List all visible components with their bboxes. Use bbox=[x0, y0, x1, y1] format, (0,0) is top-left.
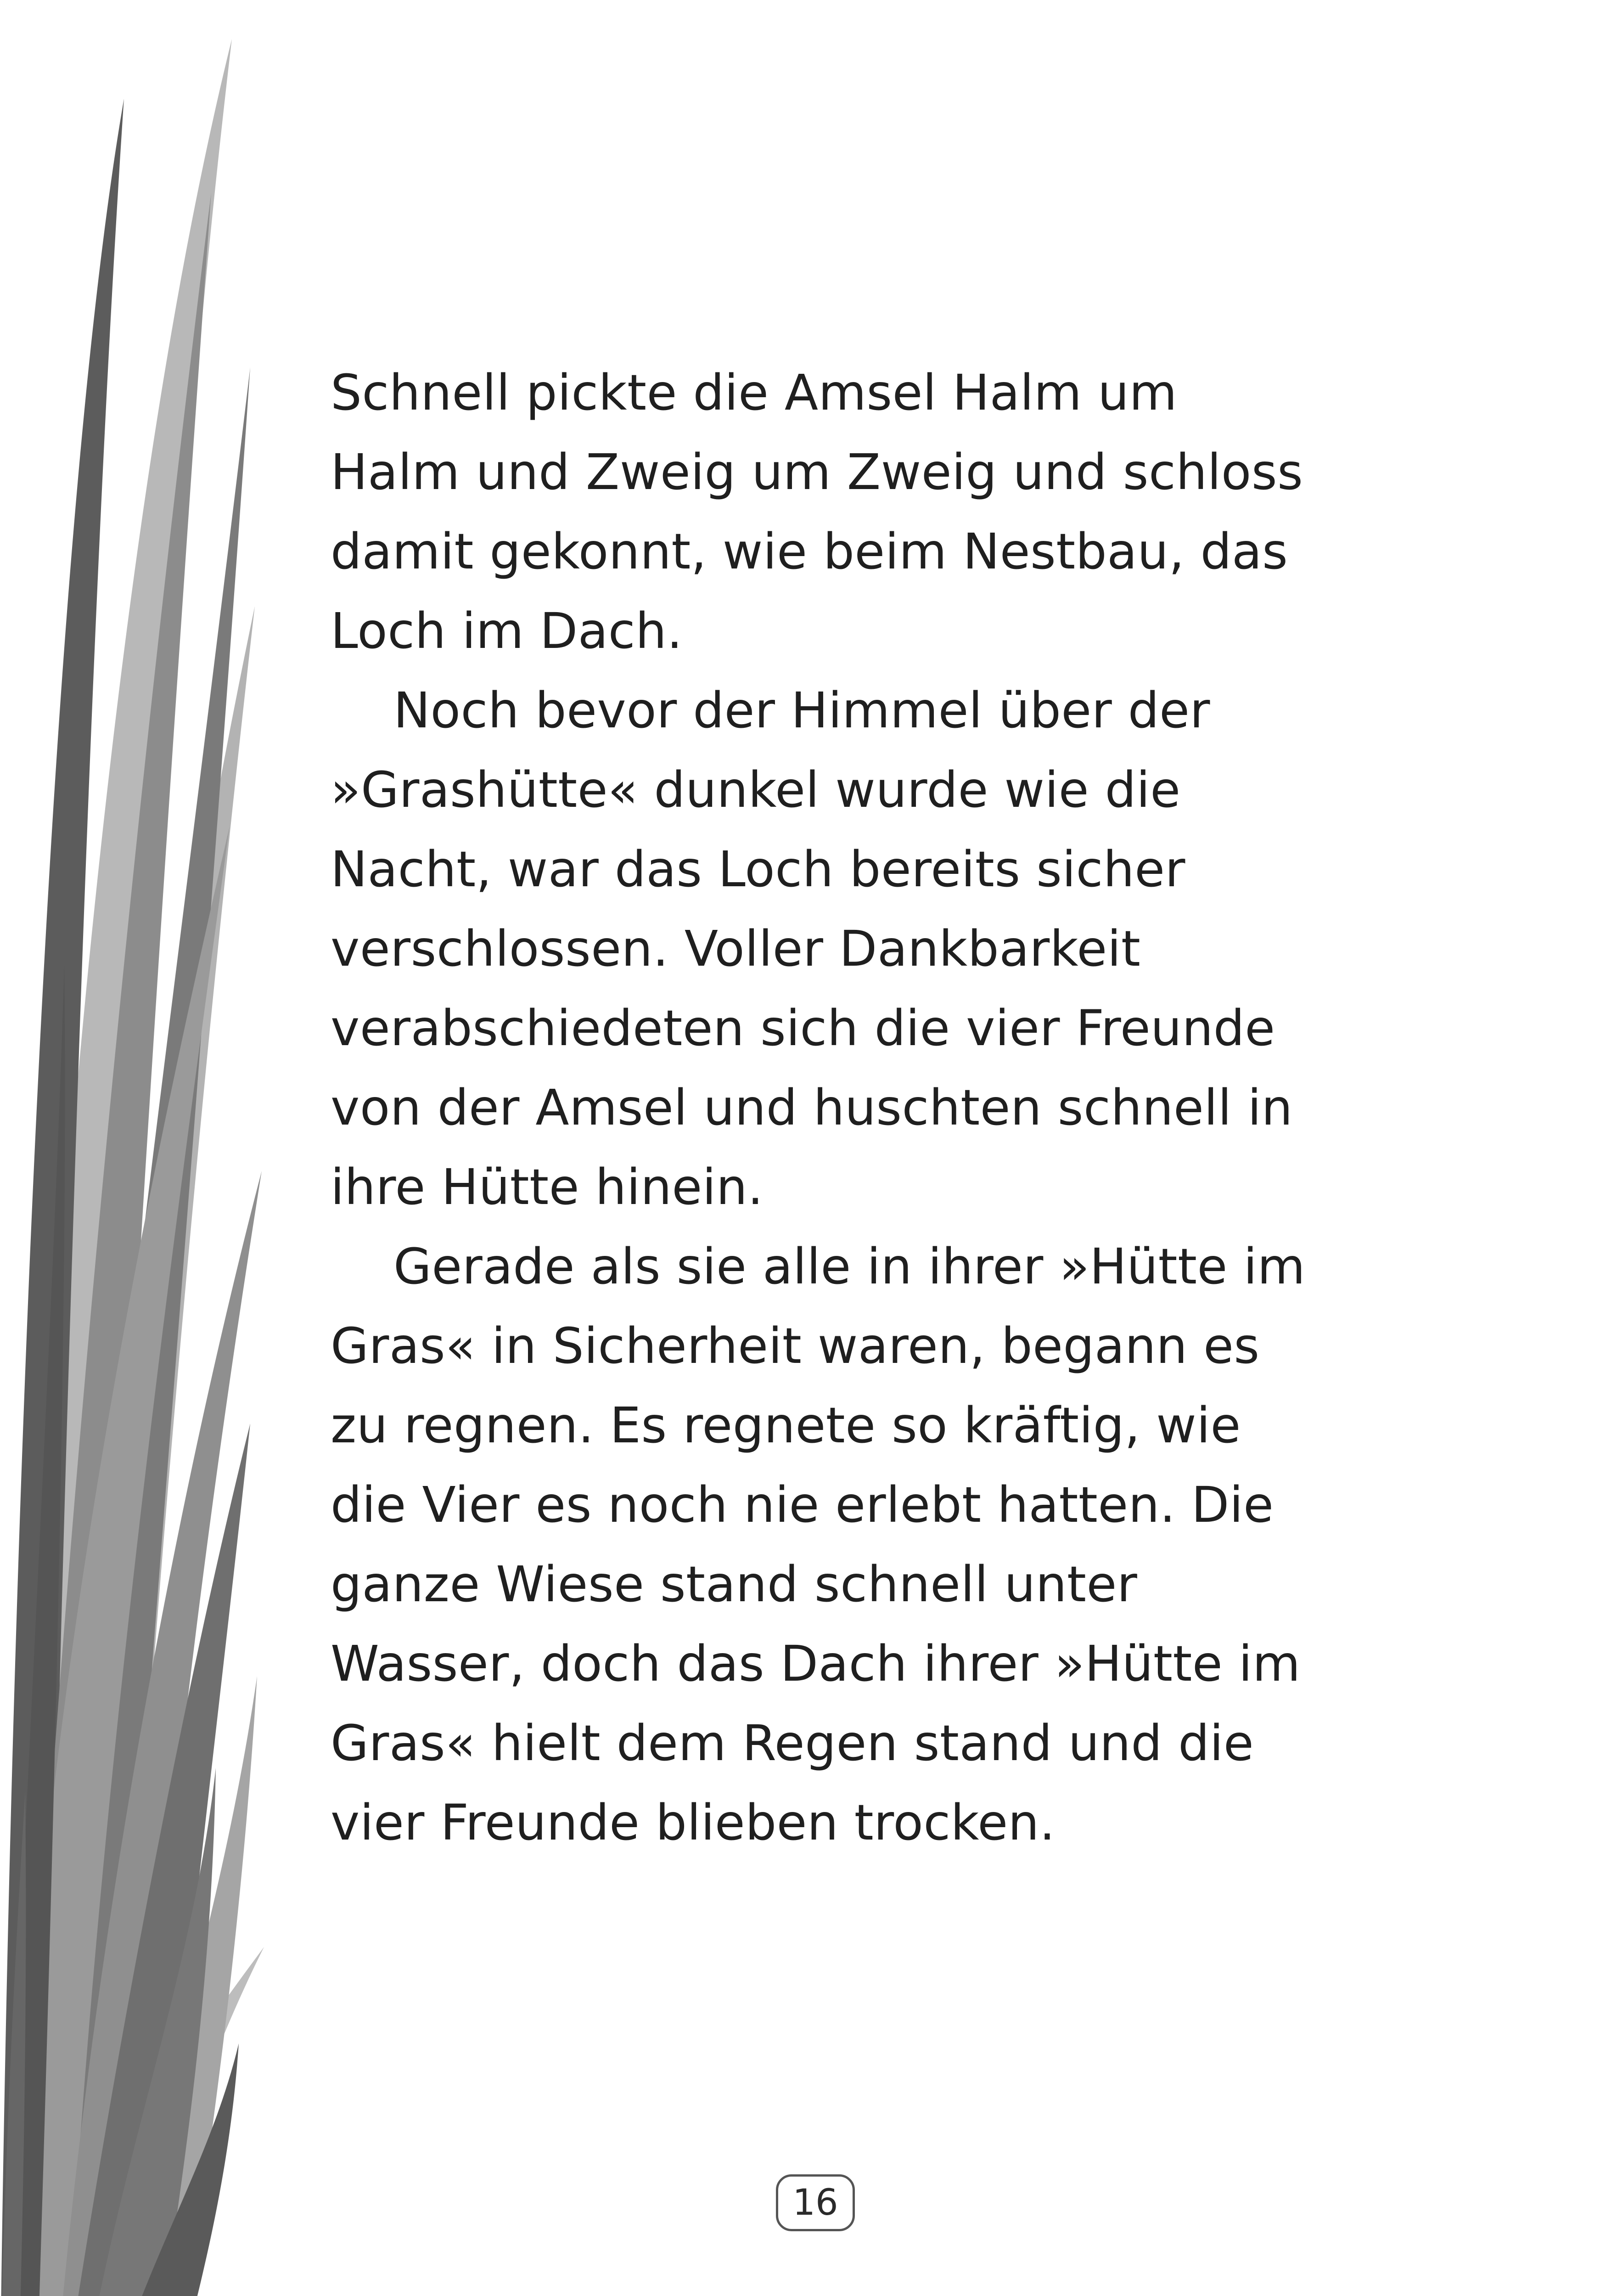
story-text bbox=[331, 354, 1432, 1863]
paragraph-3 bbox=[331, 1227, 1432, 1863]
text-line: damit gekonnt, wie beim Nestbau, das bbox=[331, 523, 1288, 580]
text-line: vier Freunde blieben trocken. bbox=[331, 1795, 1056, 1851]
text-line: von der Amsel und huschten schnell in bbox=[331, 1080, 1293, 1137]
text-line: verschlossen. Voller Dankbarkeit bbox=[331, 921, 1141, 978]
text-line: Nacht, war das Loch bereits sicher bbox=[331, 841, 1186, 898]
text-line: Wasser, doch das Dach ihrer »Hütte im bbox=[331, 1636, 1301, 1693]
text-line: Gras« in Sicherheit waren, begann es bbox=[331, 1318, 1260, 1375]
text-line: Loch im Dach. bbox=[331, 603, 683, 660]
page-number: 16 bbox=[776, 2174, 855, 2231]
paragraph-1 bbox=[331, 354, 1432, 671]
text-line: Gerade als sie alle in ihrer »Hütte im bbox=[393, 1238, 1306, 1295]
grass-blades-illustration bbox=[0, 0, 294, 2296]
text-line: Noch bevor der Himmel über der bbox=[393, 682, 1210, 739]
text-line: Halm und Zweig um Zweig und schloss bbox=[331, 444, 1303, 501]
text-line: Gras« hielt dem Regen stand und die bbox=[331, 1715, 1254, 1772]
text-line: zu regnen. Es regnete so kräftig, wie bbox=[331, 1397, 1241, 1454]
text-line: die Vier es noch nie erlebt hatten. Die bbox=[331, 1477, 1274, 1534]
text-line: ganze Wiese stand schnell unter bbox=[331, 1556, 1138, 1613]
text-line: ihre Hütte hinein. bbox=[331, 1159, 764, 1216]
text-line: »Grashütte« dunkel wurde wie die bbox=[331, 762, 1181, 819]
text-line: Schnell pickte die Amsel Halm um bbox=[331, 365, 1178, 422]
paragraph-2 bbox=[331, 671, 1432, 1227]
text-line: verabschiedeten sich die vier Freunde bbox=[331, 1000, 1275, 1057]
